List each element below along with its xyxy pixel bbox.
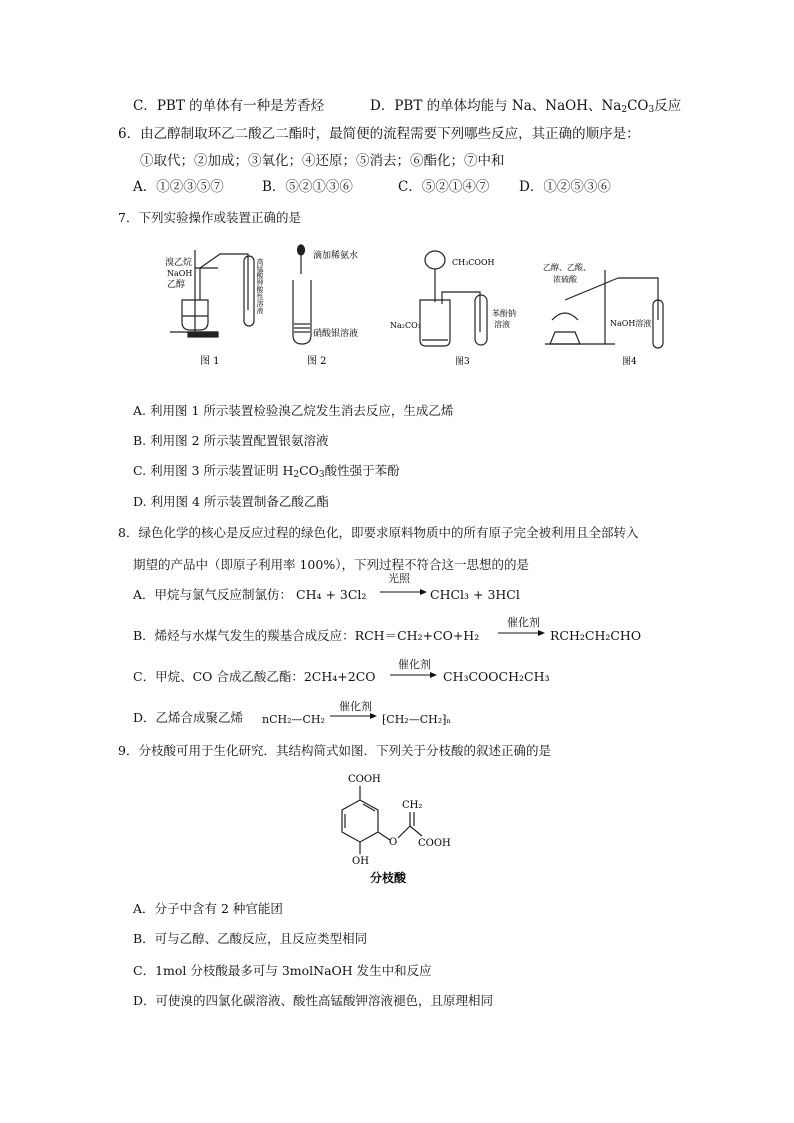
q6-reactions: ①取代；②加成；③氧化；④还原；⑤消去；⑥酯化；⑦中和 xyxy=(140,153,505,169)
q8-option-d-reactants: nCH₂—CH₂ xyxy=(262,713,325,726)
cooh-top-label: COOH xyxy=(348,774,381,785)
q8-option-a-reactants: CH₄ + 3Cl₂ xyxy=(296,587,367,602)
fig2-top-label: 滴加稀氨水 xyxy=(313,251,359,261)
q8-option-b-reactants: RCH＝CH₂+CO+H₂ xyxy=(354,628,480,643)
q8-option-b-label: B．烯烃与水煤气发生的羰基合成反应： xyxy=(133,628,355,643)
chorismic-acid-structure xyxy=(330,770,460,890)
fig2-bottom-label: 硝酸银溶液 xyxy=(313,329,359,339)
q5-option-d-text: D．PBT 的单体均能与 Na、NaOH、Na xyxy=(370,98,622,114)
subscript: 2 xyxy=(293,470,300,480)
q7-stem: 7．下列实验操作或装置正确的是 xyxy=(118,210,301,225)
q8-option-c-condition: 催化剂 xyxy=(398,658,431,671)
q6-option-b: B．⑤②①③⑥ xyxy=(262,179,353,195)
reaction-arrow-icon xyxy=(330,712,378,720)
q8-option-c-reactants: 2CH₄+2CO xyxy=(303,669,376,684)
fig3-caption: 图3 xyxy=(455,357,470,367)
q5-option-d-formula: CO xyxy=(627,98,649,114)
q9-option-b: B．可与乙醇、乙酸反应，且反应类型相同 xyxy=(133,931,368,946)
ch2-label: CH₂ xyxy=(402,800,423,811)
q6-stem: 6．由乙醇制取环乙二酸乙二酯时，最简便的流程需要下列哪些反应，其正确的顺序是： xyxy=(118,126,640,142)
subscript: 3 xyxy=(648,105,655,115)
q9-option-a: A．分子中含有 2 种官能团 xyxy=(133,901,283,916)
q8-option-b-products: RCH₂CH₂CHO xyxy=(550,628,642,643)
q9-option-c: C．1mol 分枝酸最多可与 3molNaOH 发生中和反应 xyxy=(133,963,432,978)
fig4-top-label-2: 浓硫酸 xyxy=(553,275,577,284)
cooh-right-label: COOH xyxy=(418,838,451,849)
q8-stem-line-2: 期望的产品中（即原子利用率 100%），下列过程不符合这一思想的的是 xyxy=(133,557,529,572)
q7-option-b: B. 利用图 2 所示装置配置银氨溶液 xyxy=(133,433,329,448)
q9-option-d: D．可使溴的四氯化碳溶液、酸性高锰酸钾溶液褪色，且原理相同 xyxy=(133,993,494,1008)
q8-option-d-label: D．乙烯合成聚乙烯 xyxy=(133,710,244,725)
ring-bonds xyxy=(342,786,422,854)
reaction-arrow-icon xyxy=(380,588,428,596)
fig1-caption: 图 1 xyxy=(200,356,220,367)
q8-option-d-condition: 催化剂 xyxy=(339,700,372,713)
q9-stem: 9．分枝酸可用于生化研究．其结构简式如图．下列关于分枝酸的叙述正确的是 xyxy=(118,743,551,758)
q8-option-a xyxy=(133,586,366,604)
q8-option-a-condition: 光照 xyxy=(388,572,410,585)
fig3-left-label: Na₂CO₃ xyxy=(390,321,421,330)
q7-option-c-formula: CO xyxy=(299,463,319,478)
q8-option-d-products: ⁅CH₂—CH₂⁆ₙ xyxy=(382,713,452,726)
fig1-label-3: 乙醇 xyxy=(167,280,186,290)
q8-option-c xyxy=(133,668,376,686)
q8-stem-line-1: 8．绿色化学的核心是反应过程的绿色化，即要求原料物质中的所有原子完全被利用且全部转入 xyxy=(118,525,639,540)
subscript: 3 xyxy=(318,470,325,480)
structure-name: 分枝酸 xyxy=(370,871,407,885)
fig2-caption: 图 2 xyxy=(307,356,327,367)
fig1-tube-label: 高锰酸钾酸性溶液 xyxy=(256,258,264,314)
figure-2-apparatus xyxy=(293,245,311,344)
fig4-right-label: NaOH溶液 xyxy=(610,319,652,328)
q8-option-b xyxy=(133,627,479,645)
q7-option-c-tail: 酸性强于苯酚 xyxy=(324,463,400,478)
q7-option-a: A. 利用图 1 所示装置检验溴乙烷发生消去反应，生成乙烯 xyxy=(133,403,454,418)
fig3-right-label-2: 溶液 xyxy=(494,320,510,329)
q6-option-a: A．①②③⑤⑦ xyxy=(133,179,224,195)
q5-option-c: C．PBT 的单体有一种是芳香烃 xyxy=(133,98,325,114)
q8-option-a-products: CHCl₃ + 3HCl xyxy=(430,587,520,602)
q7-option-c xyxy=(133,462,400,484)
ether-oxygen-label: O xyxy=(389,837,398,848)
q7-apparatus-figures xyxy=(160,240,680,370)
fig4-caption: 图4 xyxy=(622,357,637,367)
reaction-arrow-icon xyxy=(498,629,546,637)
q8-option-c-products: CH₃COOCH₂CH₃ xyxy=(443,669,550,684)
reaction-arrow-icon xyxy=(390,671,438,679)
q5-option-d xyxy=(370,97,681,119)
oh-label: OH xyxy=(352,856,369,867)
q6-option-c: C．⑤②①④⑦ xyxy=(398,179,490,195)
q6-option-d: D．①②⑤③⑥ xyxy=(519,179,611,195)
fig4-top-label-1: 乙醇、乙酸、 xyxy=(543,263,591,272)
q7-option-d: D. 利用图 4 所示装置制备乙酸乙酯 xyxy=(133,494,329,509)
q5-option-d-tail: 反应 xyxy=(654,98,682,114)
fig1-label-2: NaOH xyxy=(167,269,193,278)
q8-option-a-label: A．甲烷与氯气反应制氯仿： xyxy=(133,587,293,602)
subscript: 2 xyxy=(621,105,628,115)
fig3-top-label: CH₃COOH xyxy=(452,258,495,267)
q7-option-c-text: C. 利用图 3 所示装置证明 H xyxy=(133,463,294,478)
q8-option-c-label: C．甲烷、CO 合成乙酸乙酯： xyxy=(133,669,304,684)
fig3-right-label-1: 苯酚钠 xyxy=(492,309,516,318)
fig1-label-1: 溴乙烷 xyxy=(165,258,193,268)
q8-option-b-condition: 催化剂 xyxy=(507,616,540,629)
